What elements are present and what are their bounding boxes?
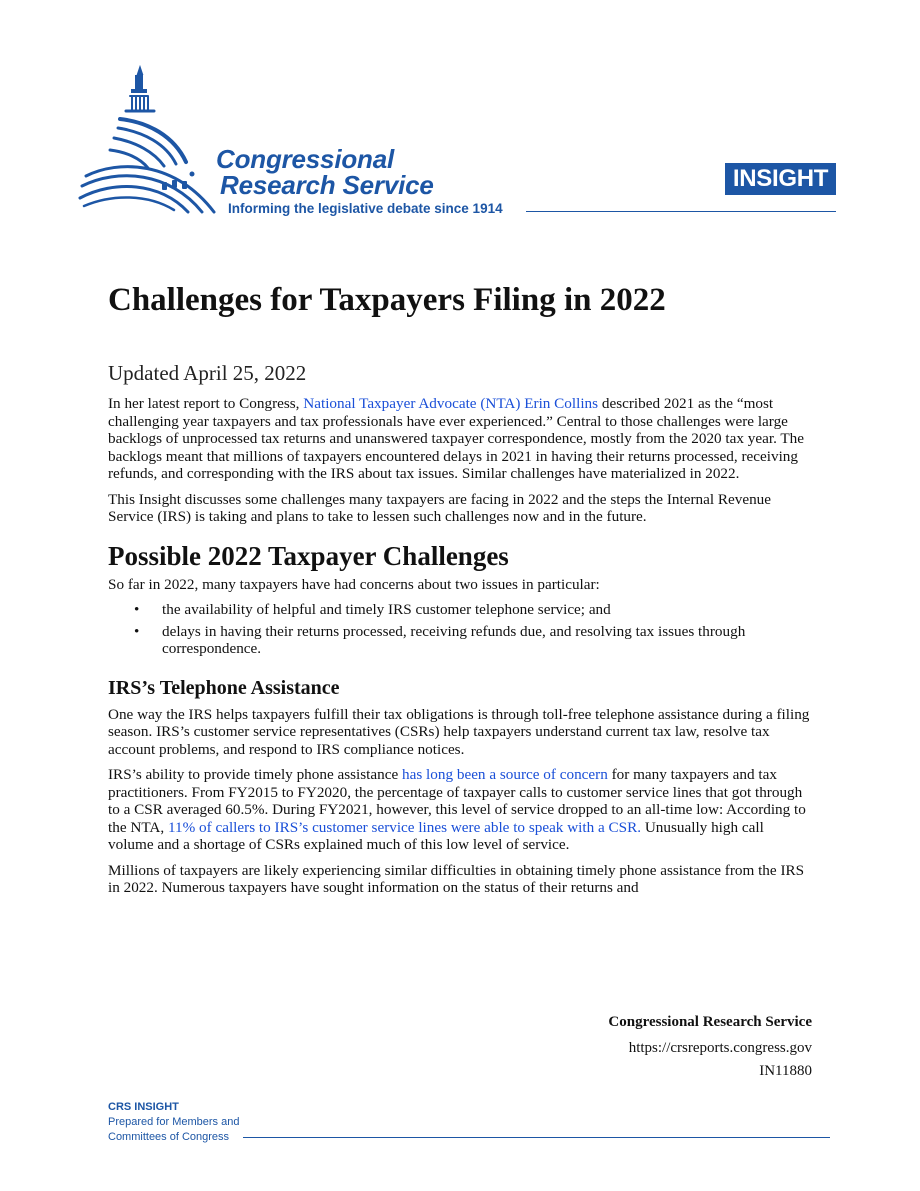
eleven-percent-callers-link[interactable]: 11% of callers to IRS’s customer service lines were able to speak with a CSR. — [167, 818, 642, 836]
paragraph-concerns: So far in 2022, many taxpayers have had concerns about two issues in particular: — [108, 575, 600, 593]
footer-rule — [243, 1137, 830, 1138]
section-heading-challenges: Possible 2022 Taxpayer Challenges — [108, 540, 509, 571]
paragraph-telephone-intro: One way the IRS helps taxpayers fulfill their tax obligations is through toll-free telephone assistance during a filing season. IRS’s customer service representatives (CSRs) help taxpayers understand current tax law, resolve tax account problems, and respond to IRS compliance notices. — [108, 705, 810, 758]
concern-text-start: IRS’s ability to provide timely phone assistance — [108, 766, 403, 783]
footer-url-link[interactable]: https://crsreports.congress.gov — [628, 1040, 812, 1056]
concerns-list — [108, 601, 813, 658]
crs-insight-label — [108, 1100, 239, 1145]
concern-text-middle: for many taxpayers and tax practitioners. From FY2015 to FY2020, the percentage of taxpayer calls to customer service lines that got through to a CSR averaged 60.5%. During FY2021, however, this level of service dropped to an all-time low: According to the NTA, — [108, 766, 806, 836]
document-title: Challenges for Taxpayers Filing in 2022 — [108, 282, 666, 318]
paragraph-scope: This Insight discusses some challenges many taxpayers are facing in 2022 and the steps the Internal Revenue Service (IRS) is taking and plans to take to lessen such challenges now and in the future. — [108, 490, 771, 525]
paragraph-telephone-concern — [108, 766, 813, 854]
crs-insight-label-title: CRS INSIGHT — [108, 1101, 179, 1113]
footer-org: Congressional Research Service — [608, 1014, 812, 1030]
paragraph-2022-difficulties: Millions of taxpayers are likely experiencing similar difficulties in obtaining timely phone assistance from the IRS in 2022. Numerous taxpayers have sought information on the status of their returns and — [108, 861, 805, 896]
nta-erin-collins-link[interactable]: National Taxpayer Advocate (NTA) Erin Collins — [303, 395, 599, 412]
subsection-heading-telephone: IRS’s Telephone Assistance — [108, 676, 340, 699]
intro-text-start: In her latest report to Congress, — [108, 395, 304, 412]
crs-insight-label-line3: Committees of Congress — [108, 1131, 230, 1143]
list-item: • delays in having their returns processed, receiving refunds due, and resolving tax issues through correspondence. — [162, 623, 813, 658]
header-rule — [526, 211, 836, 212]
insight-badge: INSIGHT — [725, 163, 836, 195]
source-of-concern-link[interactable]: has long been a source of concern — [402, 766, 608, 783]
footer-report-id: IN11880 — [759, 1063, 812, 1079]
paragraph-intro — [108, 395, 813, 483]
updated-date: Updated April 25, 2022 — [108, 361, 307, 385]
list-item: • the availability of helpful and timely IRS customer telephone service; and — [162, 601, 813, 619]
intro-text-end: described 2021 as the “most challenging year taxpayers and tax professionals have ever experienced.” Central to those challenges were large backlogs of unprocessed tax returns and unanswered taxpayer correspondence, mostly from the 2020 tax year. The backlogs meant that millions of taxpayers encountered delays in 2021 in having their returns processed, receiving refunds, and corresponding with the IRS about tax issues. Similar challenges have materialized in 2022. — [108, 395, 805, 482]
brand-tagline: Informing the legislative debate since 1914 — [228, 201, 503, 216]
document-body — [108, 395, 813, 905]
capitol-dome-icon — [78, 64, 228, 214]
brand-name-line2: Research Service — [220, 170, 434, 200]
concern-text-end: Unusually high call volume and a shortage of CSRs explained much of this low level of service. — [108, 818, 764, 853]
crs-insight-label-line2: Prepared for Members and — [108, 1116, 240, 1128]
brand-name-line1: Congressional — [216, 144, 394, 174]
